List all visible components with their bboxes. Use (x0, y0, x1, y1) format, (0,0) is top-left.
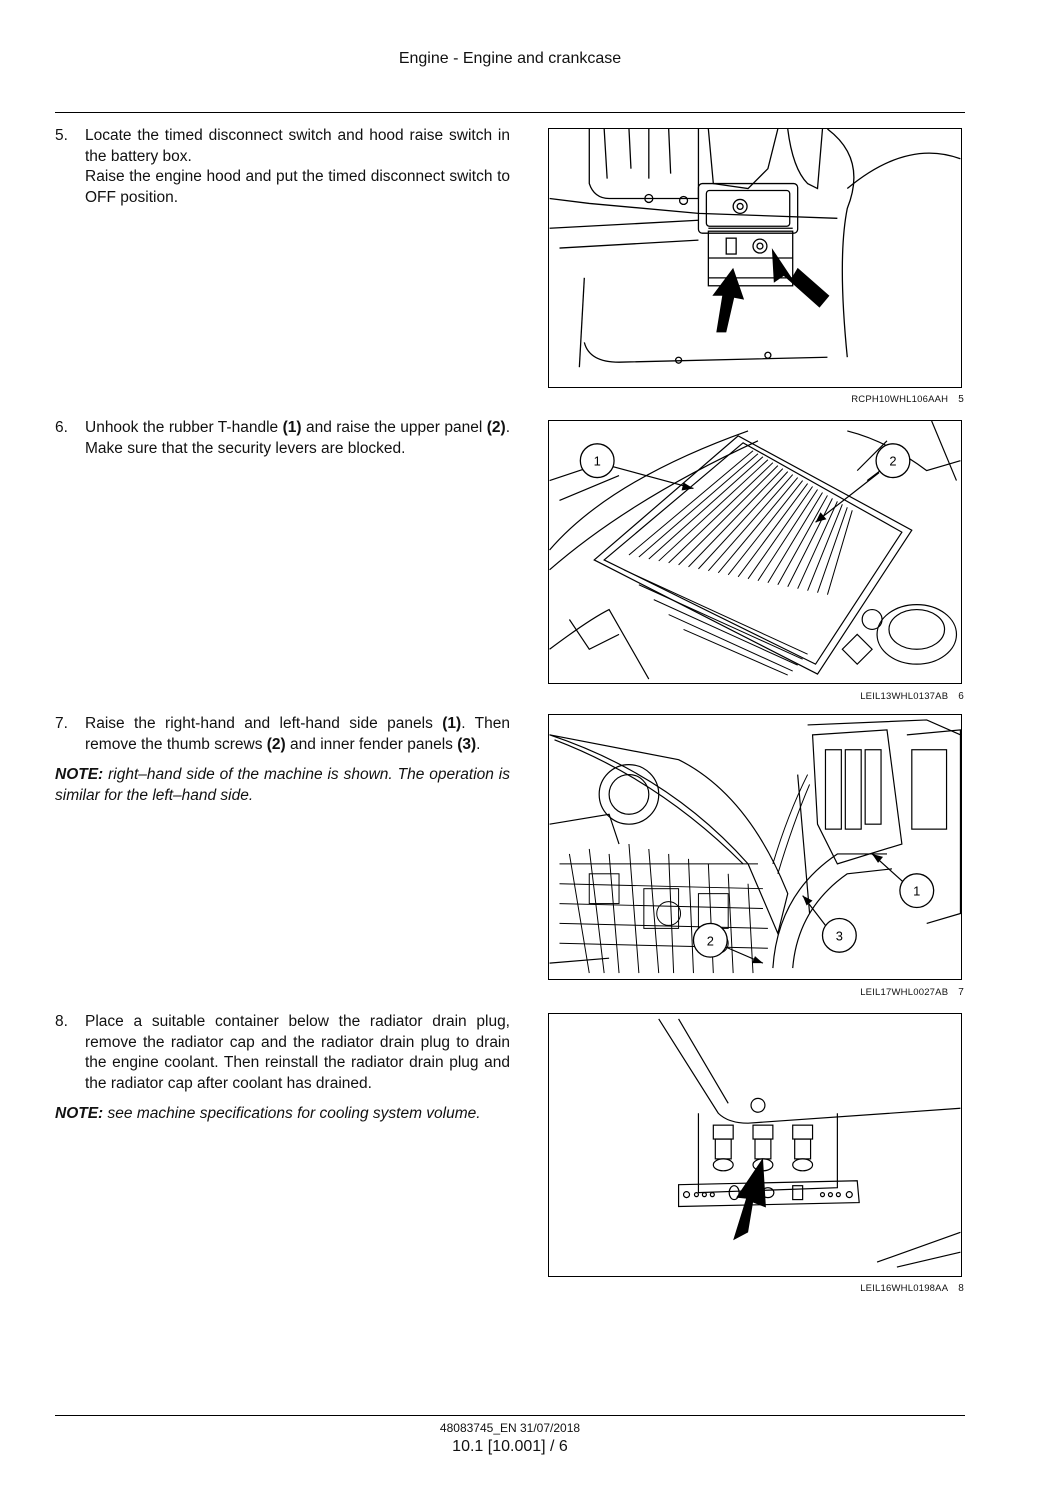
callout-ref: (1) (282, 419, 302, 436)
note-label: NOTE: (55, 1105, 104, 1122)
side-panels-illustration (549, 715, 961, 979)
step-number: 6. (55, 419, 68, 436)
step-6 (55, 418, 510, 459)
callout-3-label: 3 (835, 928, 843, 944)
callout-2-label: 2 (706, 933, 714, 949)
footer-doc-ref: 48083745_EN 31/07/2018 (439, 1421, 581, 1435)
callout-1-label: 1 (913, 883, 921, 899)
figure-number: 7 (958, 987, 964, 998)
callout-ref: (2) (486, 419, 506, 436)
radiator-drain-illustration (549, 1014, 961, 1276)
battery-box-illustration (549, 129, 961, 387)
figure-battery-box (548, 128, 962, 388)
upper-panel-illustration (549, 421, 961, 683)
callout-1-label: 1 (593, 453, 601, 469)
step-text-line: Locate the timed disconnect switch and hood raise switch in the battery box. (85, 127, 510, 165)
figure-caption-7 (548, 987, 964, 998)
figure-code: LEIL16WHL0198AA (860, 1283, 949, 1294)
callout-ref: (1) (442, 715, 462, 732)
step-text: and inner fender panels (285, 735, 458, 753)
note-text: right–hand side of the machine is shown. The operation is similar for the left–hand side. (55, 766, 510, 804)
note (55, 765, 510, 806)
step-text-line: Raise the engine hood and put the timed disconnect switch to OFF position. (85, 168, 510, 206)
step-text: . (476, 735, 481, 753)
figure-upper-panel (548, 420, 962, 684)
step-7 (55, 714, 510, 806)
step-text: Place a suitable container below the radiator drain plug, remove the radiator cap and the radiator drain plug to drain the engine coolant. Then reinstall the radiator drain plug and the radiator cap after coolant has drained. (85, 1013, 510, 1092)
figure-code: RCPH10WHL106AAH (851, 394, 949, 405)
footer-rule (55, 1415, 965, 1416)
step-number: 8. (55, 1013, 68, 1030)
step-5 (55, 126, 510, 208)
step-8 (55, 1012, 510, 1125)
note (55, 1104, 510, 1125)
figure-number: 6 (958, 691, 964, 702)
page-header-title: Engine - Engine and crankcase (398, 50, 622, 67)
callout-ref: (2) (266, 735, 286, 753)
callout-ref: (3) (457, 735, 477, 753)
step-number: 5. (55, 127, 68, 144)
step-text: Raise the right-hand and left-hand side panels (85, 715, 443, 732)
step-number: 7. (55, 715, 68, 732)
callout-2-label: 2 (889, 453, 897, 469)
note-label: NOTE: (55, 766, 104, 783)
figure-number: 8 (958, 1283, 964, 1294)
figure-code: LEIL17WHL0027AB (860, 987, 949, 998)
step-text: . Then remove the thumb screws (85, 715, 511, 753)
figure-side-panels (548, 714, 962, 980)
footer-page-ref: 10.1 [10.001] / 6 (452, 1438, 568, 1455)
step-text: Unhook the rubber T-handle (85, 419, 283, 436)
figure-radiator-drain (548, 1013, 962, 1277)
note-text: see machine specifications for cooling system volume. (103, 1105, 481, 1122)
step-text: . Make sure that the security levers are blocked. (85, 419, 510, 457)
figure-caption-5 (548, 394, 964, 405)
header-rule (55, 112, 965, 113)
figure-caption-8 (548, 1283, 964, 1294)
figure-number: 5 (958, 394, 964, 405)
step-text: and raise the upper panel (301, 419, 487, 436)
figure-caption-6 (548, 691, 964, 702)
figure-code: LEIL13WHL0137AB (860, 691, 949, 702)
